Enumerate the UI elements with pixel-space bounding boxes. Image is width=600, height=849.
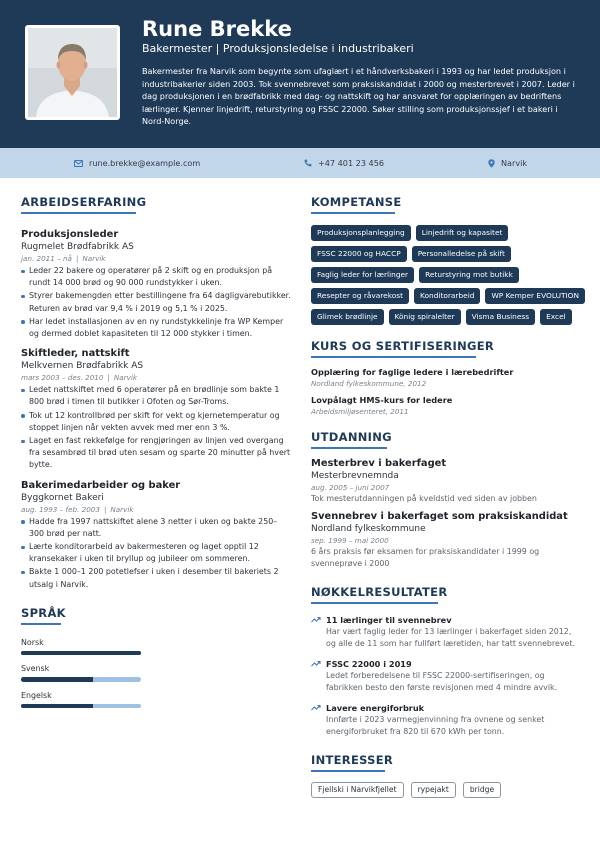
job-bullet: Laget en fast rekkefølge for rengjøringen av linjen ved overgang fra sesambrød til brød uten sesam og sparte 20 minutter på hvert bytte. (21, 435, 291, 472)
skills-section (311, 194, 581, 325)
skill-tag: Excel (540, 309, 572, 325)
trending-up-icon (311, 616, 321, 623)
language-name: Svensk (21, 664, 50, 674)
achievements-section (311, 584, 581, 738)
language-item (21, 663, 291, 682)
experience-section (21, 194, 291, 591)
contact-location-text: Narvik (501, 158, 528, 168)
interests-section (311, 752, 581, 798)
education-dates: sep. 1999 – mai 2000 (311, 536, 389, 545)
trending-up-icon (311, 704, 321, 711)
language-level-bar (21, 704, 141, 709)
job-company: Byggkornet Bakeri (21, 492, 104, 503)
candidate-headline: Bakermester | Produksjonsledelse i industribakeri (142, 42, 414, 55)
job-bullet: Styrer bakemengden etter bestillingene fra 64 dagligvarebutikker. Returen av brød var 9,4 % i 2019 og 5,1 % i 2025. (21, 290, 291, 314)
skill-tag: Resepter og råvarekost (311, 288, 409, 304)
job-bullet: Hadde fra 1997 nattskiftet alene 3 netter i uken og bakte 250–300 brød per natt. (21, 516, 291, 540)
skill-tag: König spiralelter (389, 309, 461, 325)
section-title-skills: KOMPETANSE (311, 195, 402, 209)
section-underline (311, 356, 476, 358)
education-dates: aug. 2005 – juni 2007 (311, 483, 390, 492)
language-level-fill (21, 651, 141, 656)
education-description: Tok mesterutdanningen på kveldstid ved siden av jobben (311, 494, 537, 503)
job-bullet: Leder 22 bakere og operatører på 2 skift og en produksjon på rundt 14 000 brød og 90 000 rundstykker i uken. (21, 265, 291, 289)
interest-chips (311, 782, 581, 798)
job-title: Skiftleder, nattskift (21, 348, 130, 360)
education-item (311, 511, 581, 570)
interest-chip: bridge (463, 782, 501, 798)
skill-tag: Visma Business (466, 309, 535, 325)
job-dates: aug. 1993 – feb. 2003 (21, 504, 100, 514)
languages-section (21, 605, 291, 709)
trending-up-icon (311, 660, 321, 667)
achievement-description: Har vært faglig leder for 13 lærlinger i bakerfaget siden 2012, og alle de 11 som har fullført læretiden, har tatt svennebrevet. (326, 627, 575, 648)
language-level-bar (21, 677, 141, 682)
job-entry (21, 229, 291, 340)
section-title-interests: INTERESSER (311, 753, 394, 767)
profile-photo (25, 25, 120, 120)
job-bullet: Tok ut 12 kontrollbrød per skift for vekt og kjernetemperatur og stoppet linjen når vekten avvek med mer enn 3 %. (21, 410, 291, 434)
language-item (21, 690, 291, 709)
contact-phone[interactable] (304, 148, 384, 178)
location-pin-icon (488, 159, 495, 168)
language-level-fill (21, 704, 93, 709)
section-title-education: UTDANNING (311, 430, 392, 444)
education-section (311, 429, 581, 570)
job-entry (21, 480, 291, 591)
job-bullet: Ledet nattskiftet med 6 operatører på en brødlinje som bakte 1 800 brød i timen til butikker i Ofoten og Sør-Troms. (21, 384, 291, 408)
job-location: Narvik (82, 254, 106, 263)
contact-phone-text: +47 401 23 456 (318, 158, 384, 168)
job-location: Narvik (113, 373, 138, 383)
job-bullets (21, 265, 291, 340)
job-bullet: Lærte konditorarbeid av bakermesteren og laget opptil 12 kransekaker i uken til bryllup og jubileer om sommeren. (21, 541, 291, 565)
left-column (21, 194, 291, 708)
course-issuer: Arbeidsmiljøsenteret, 2011 (311, 407, 409, 416)
course-issuer: Nordland fylkeskommune, 2012 (311, 379, 427, 388)
skill-tag: Personalledelse på skift (412, 246, 511, 262)
language-level-bar (21, 651, 141, 656)
skill-tag: Returstyring mot butikk (419, 267, 519, 283)
job-title: Bakerimedarbeider og baker (21, 479, 181, 491)
job-location: Narvik (110, 504, 134, 514)
section-title-achievements: NØKKELRESULTATER (311, 585, 448, 599)
job-meta: mars 2003 – des. 2010 | Narvik (21, 373, 138, 383)
skill-tag: Glimek brødlinje (311, 309, 384, 325)
interest-chip: Fjellski i Narvikfjellet (311, 782, 404, 798)
job-entry (21, 348, 291, 471)
section-underline (21, 623, 61, 625)
education-title: Mesterbrev i bakerfaget (311, 458, 447, 469)
course-item (311, 394, 581, 417)
section-title-courses: KURS OG SERTIFISERINGER (311, 339, 495, 353)
skill-tag: FSSC 22000 og HACCP (311, 246, 407, 262)
skill-tag: Konditorarbeid (414, 288, 480, 304)
achievement-description: Ledet forberedelsene til FSSC 22000-sertifiseringen, og fabrikken besto den første revisjonen med 4 mindre avvik. (326, 671, 558, 692)
education-school: Mesterbrevnemnda (311, 471, 399, 481)
language-name: Norsk (21, 637, 44, 647)
education-title: Svennebrev i bakerfaget som praksiskandidat (311, 511, 568, 522)
contact-location (488, 148, 527, 178)
skill-tag: Faglig leder for lærlinger (311, 267, 414, 283)
achievement-title: FSSC 22000 i 2019 (326, 659, 412, 669)
mail-icon (74, 160, 83, 167)
section-underline (311, 212, 395, 214)
contact-bar (0, 148, 600, 178)
job-meta: jan. 2011 – nå | Narvik (21, 254, 106, 263)
education-school: Nordland fylkeskommune (311, 524, 426, 534)
language-level-fill (21, 677, 93, 682)
job-bullet: Bakte 1 000–1 200 potetlefser i uken i desember til bakeriets 2 utsalg i Narvik. (21, 566, 291, 590)
phone-icon (304, 159, 312, 167)
section-underline (311, 602, 438, 604)
courses-section (311, 338, 581, 417)
achievement-title: Lavere energiforbruk (326, 703, 425, 713)
contact-email[interactable] (74, 148, 200, 178)
section-underline (21, 212, 136, 214)
achievement-title: 11 lærlinger til svennebrev (326, 615, 452, 625)
language-item (21, 637, 291, 656)
section-title-languages: SPRÅK (21, 605, 66, 620)
skill-tags (311, 225, 586, 325)
header-banner (0, 0, 600, 148)
section-underline (311, 770, 385, 772)
achievement-item (311, 702, 581, 738)
job-bullet: Har ledet installasjonen av en ny rundstykkelinje fra WP Kemper og dermed doblet kapasiteten til 12 000 stykker i timen. (21, 316, 291, 340)
achievement-description: Innførte i 2023 varmegjenvinning fra ovnene og senket energiforbruket fra 820 til 670 kWh per tonn. (326, 715, 545, 736)
job-dates: jan. 2011 – nå (21, 254, 72, 263)
skill-tag: Linjedrift og kapasitet (416, 225, 509, 241)
contact-email-text: rune.brekke@example.com (89, 158, 201, 168)
skill-tag: WP Kemper EVOLUTION (485, 288, 585, 304)
interest-chip: rypejakt (411, 782, 456, 798)
education-description: 6 års praksis før eksamen for praksiskandidater i 1999 og svenneprøve i 2000 (311, 547, 540, 568)
candidate-name: Rune Brekke (142, 17, 292, 41)
skill-tag: Produksjonsplanlegging (311, 225, 411, 241)
job-bullets (21, 516, 291, 591)
achievement-item (311, 658, 581, 694)
right-column (311, 194, 581, 798)
job-company: Melkvernen Brødfabrikk AS (21, 361, 144, 372)
achievement-item (311, 614, 581, 650)
course-name: Lovpålagt HMS-kurs for ledere (311, 395, 453, 405)
job-meta: aug. 1993 – feb. 2003 | Narvik (21, 504, 134, 514)
job-company: Rugmelet Brødfabrikk AS (21, 242, 134, 252)
profile-summary: Bakermester fra Narvik som begynte som ufaglært i et håndverksbakeri i 1993 og har ledet produksjon i industribakerier siden 2003. Tok svennebrevet som praksiskandidat i 2000 og mesterbrevet i 2007. Leder i dag produksjonen i en brødfabrikk med dag- og nattskift og har ansvaret for opplæringen av bedriftens lærlinger. Kjenner linjedrift, returstyring og FSSC 22000. Søker stilling som produksjonssjef i et bakeri i Nord-Norge. (142, 66, 575, 127)
education-item (311, 458, 581, 505)
job-bullets (21, 384, 291, 471)
language-name: Engelsk (21, 690, 52, 700)
section-underline (311, 447, 387, 449)
section-title-experience: ARBEIDSERFARING (21, 195, 147, 209)
course-name: Opplæring for faglige ledere i lærebedrifter (311, 367, 514, 377)
job-dates: mars 2003 – des. 2010 (21, 373, 104, 383)
course-item (311, 366, 581, 389)
job-title: Produksjonsleder (21, 229, 119, 240)
